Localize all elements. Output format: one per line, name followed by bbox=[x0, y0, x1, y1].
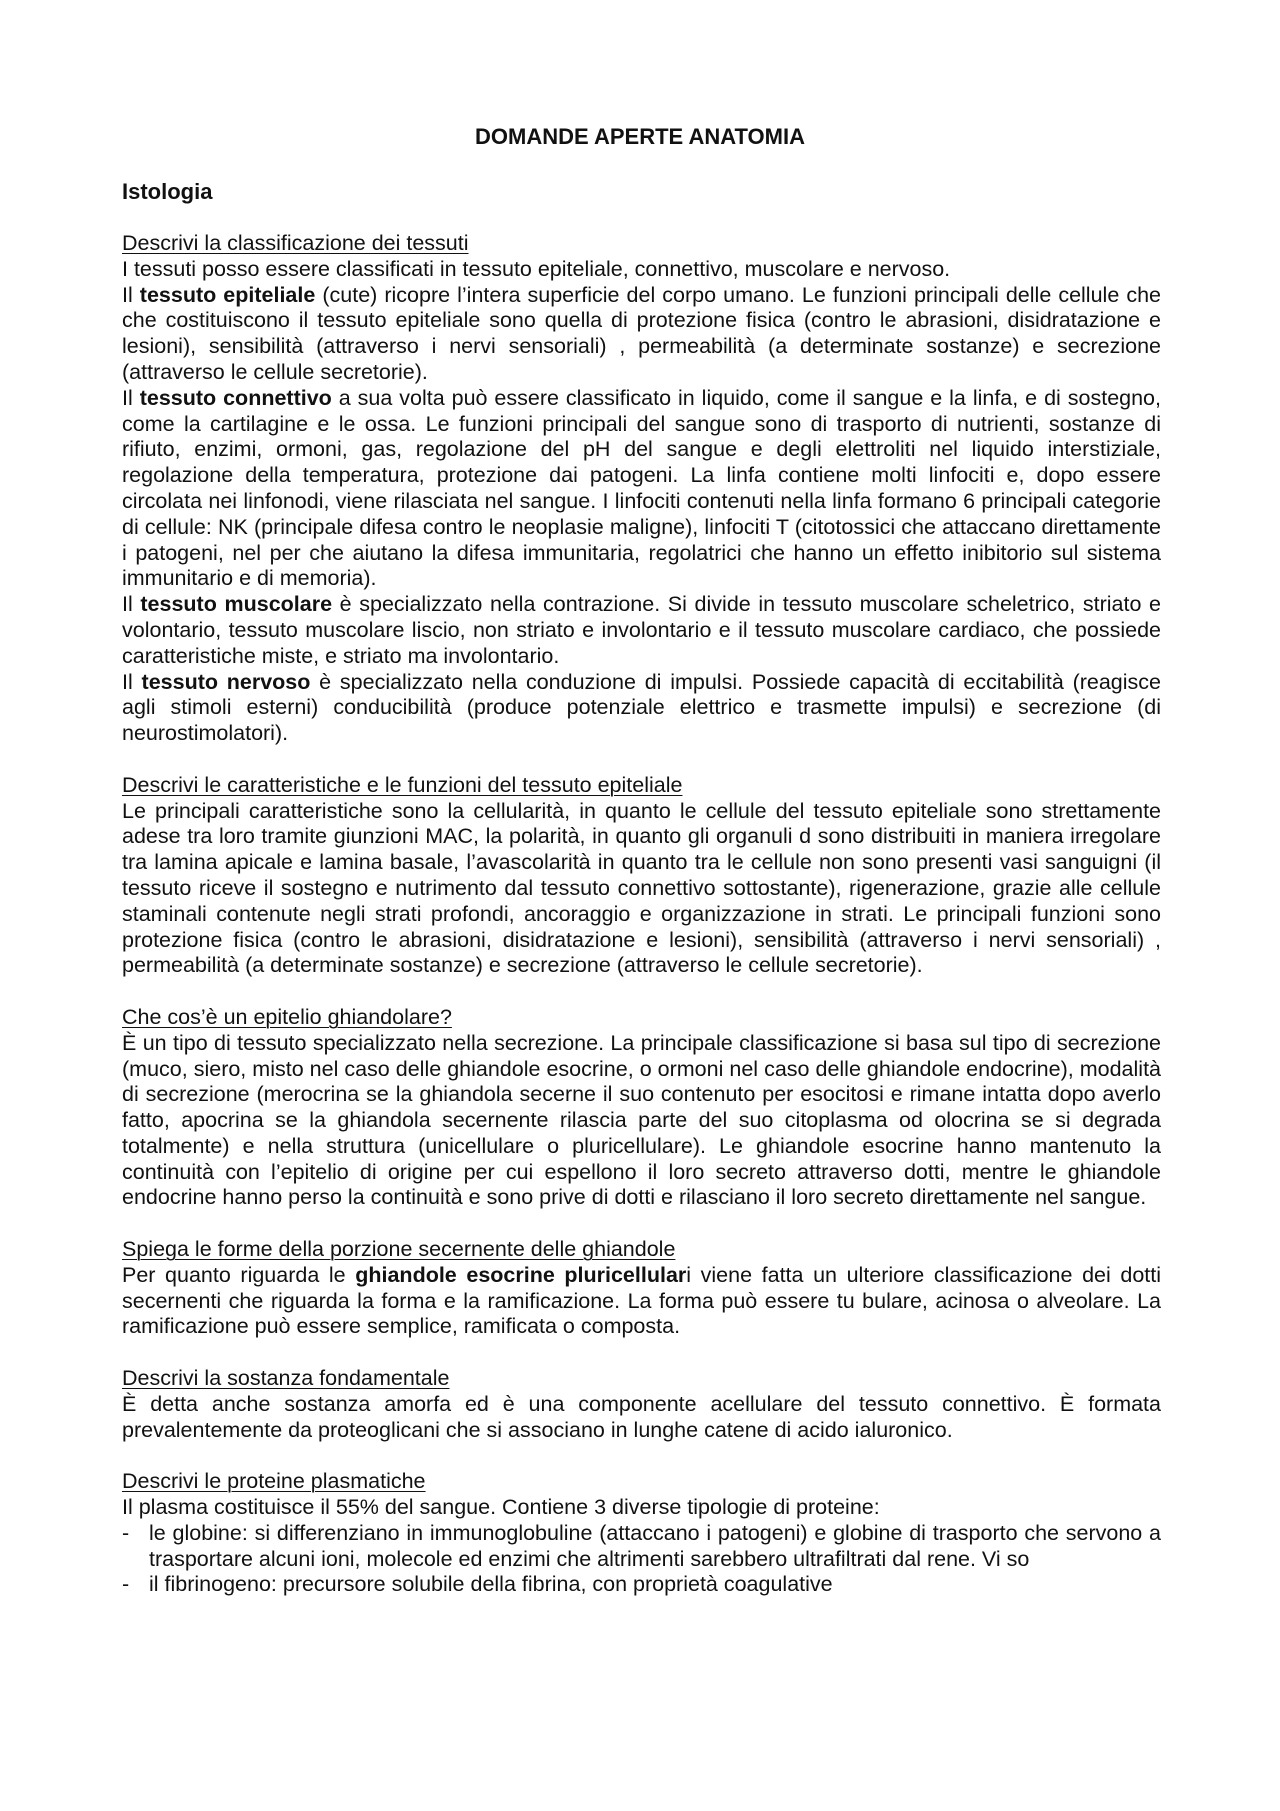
qa-block bbox=[122, 1005, 1161, 1211]
text-run: Il bbox=[122, 592, 141, 617]
qa-block bbox=[122, 1366, 1161, 1443]
question-heading: Spiega le forme della porzione secernente delle ghiandole bbox=[122, 1237, 676, 1262]
answer-paragraph bbox=[122, 1495, 1161, 1521]
text-run: I tessuti posso essere classificati in tessuto epiteliale, connettivo, muscolare e nervoso. bbox=[122, 256, 951, 281]
list-item bbox=[122, 1572, 1161, 1598]
answer-paragraph bbox=[122, 386, 1161, 592]
bold-term: tessuto connettivo bbox=[139, 385, 332, 410]
text-run: Per quanto riguarda le bbox=[122, 1262, 356, 1287]
answer-paragraph bbox=[122, 283, 1161, 386]
text-run: È detta anche sostanza amorfa ed è una componente acellulare del tessuto connettivo. È formata prevalentemente da proteoglicani che si associano in lunghe catene di acido ialuronico. bbox=[122, 1391, 1161, 1442]
answer-paragraph bbox=[122, 257, 1161, 283]
qa-block bbox=[122, 1469, 1161, 1598]
dash-list bbox=[122, 1521, 1161, 1598]
bold-term: tessuto epiteliale bbox=[139, 282, 316, 307]
bold-term: ghiandole esocrine pluricellular bbox=[355, 1262, 687, 1287]
bold-term: tessuto nervoso bbox=[141, 669, 311, 694]
list-item-text: le globine: si differenziano in immunoglobuline (attaccano i patogeni) e globine di trasporto che servono a trasportare alcuni ioni, molecole ed enzimi che altrimenti sarebbero ultrafiltrati dal rene. Vi so bbox=[149, 1520, 1161, 1571]
text-run: i viene fatta un ulteriore classificazione dei dotti secernenti che riguarda la forma e la ramificazione. La forma può essere tu bulare, acinosa o alveolare. La ramificazione può essere semplice, ramificata o composta. bbox=[122, 1262, 1161, 1339]
question-heading: Descrivi la classificazione dei tessuti bbox=[122, 231, 469, 255]
text-run: Il bbox=[122, 669, 142, 694]
text-run: Il plasma costituisce il 55% del sangue. Contiene 3 diverse tipologie di proteine: bbox=[122, 1495, 880, 1520]
text-run: È un tipo di tessuto specializzato nella secrezione. La principale classificazione si basa sul tipo di secrezione (muco, siero, misto nel caso delle ghiandole esocrine, o ormoni nel caso delle ghiandole endocrine), modalità di secrezione (merocrina se la ghiandola secerne il suo contenuto per esocitosi e rimane intatta dopo averlo fatto, apocrina se la ghiandola secernente rilascia parte del suo citoplasma od olocrina se si degrada totalmente) e nella struttura (unicellulare o pluricellulare). Le ghiandole esocrine hanno mantenuto la continuità con l’epitelio di origine per cui espellono il loro secreto attraverso dotti, mentre le ghiandole endocrine hanno perso la continuità e sono prive di dotti e rilasciano il loro secreto direttamente nel sangue. bbox=[122, 1030, 1161, 1210]
text-run: a sua volta può essere classificato in liquido, come il sangue e la linfa, e di sostegno, come la cartilagine e le ossa. Le funzioni principali del sangue sono di trasporto di nutrienti, sostanze di rifiuto, enzimi, ormoni, gas, regolazione del pH del sangue e degli elettroliti nel liquido interstiziale, regolazione della temperatura, protezione dai patogeni. La linfa contiene molti linfociti e, dopo essere circolata nei linfonodi, viene rilasciata nel sangue. I linfociti contenuti nella linfa formano 6 principali categorie di cellule: NK (principale difesa contro le neoplasie maligne), linfociti T (citotossici che attaccano direttamente i patogeni, nel per che aiutano la difesa immunitaria, regolatrici che hanno un effetto inibitorio sul sistema immunitario e di memoria). bbox=[122, 385, 1161, 591]
text-run: Le principali caratteristiche sono la cellularità, in quanto le cellule del tessuto epiteliale sono strettamente adese tra loro tramite giunzioni MAC, la polarità, in quanto gli organuli d sono distribuiti in maniera irregolare tra lamina apicale e lamina basale, l’avascolarità in quanto tra le cellule non sono presenti vasi sanguigni (il tessuto riceve il sostegno e nutrimento dal tessuto connettivo sottostante), rigenerazione, grazie alle cellule staminali contenute negli strati profondi, ancoraggio e organizzazione in strati. Le principali funzioni sono protezione fisica (contro le abrasioni, disidratazione e lesioni), sensibilità (attraverso i nervi sensoriali) , permeabilità (a determinate sostanze) e secrezione (attraverso le cellule secretorie). bbox=[122, 798, 1161, 978]
answer-paragraph bbox=[122, 592, 1161, 669]
text-run: Il bbox=[122, 282, 140, 307]
section-heading: Istologia bbox=[122, 179, 213, 204]
text-run: è specializzato nella contrazione. Si divide in tessuto muscolare scheletrico, striato e volontario, tessuto muscolare liscio, non striato e involontario e il tessuto muscolare cardiaco, che possiede caratteristiche miste, e striato ma involontario. bbox=[122, 592, 1162, 668]
list-item-text: il fibrinogeno: precursore solubile della fibrina, con proprietà coagulative bbox=[149, 1572, 833, 1597]
document-body bbox=[122, 231, 1161, 1624]
text-run: è specializzato nella conduzione di impulsi. Possiede capacità di eccitabilità (reagisce agli stimoli esterni) conducibilità (produce potenziale elettrico e trasmette impulsi) e secrezione (di neurostimolatori). bbox=[122, 669, 1161, 746]
answer-paragraph bbox=[122, 1263, 1161, 1340]
dash-bullet: - bbox=[122, 1572, 130, 1597]
answer-paragraph bbox=[122, 799, 1161, 980]
qa-block bbox=[122, 231, 1161, 747]
dash-bullet: - bbox=[122, 1520, 130, 1545]
answer-paragraph bbox=[122, 1031, 1161, 1212]
text-run: (cute) ricopre l’intera superficie del corpo umano. Le funzioni principali delle cellule che che costituiscono il tessuto epiteliale sono quella di protezione fisica (contro le abrasioni, disidratazione e lesioni), sensibilità (attraverso i nervi sensoriali) , permeabilità (a determinate sostanze) e secrezione (attraverso le cellule secretorie). bbox=[122, 282, 1161, 384]
text-run: Il bbox=[122, 385, 140, 410]
answer-paragraph bbox=[122, 670, 1161, 747]
question-heading: Descrivi le caratteristiche e le funzioni del tessuto epiteliale bbox=[122, 772, 683, 797]
qa-block bbox=[122, 773, 1161, 979]
list-item bbox=[122, 1521, 1161, 1573]
question-heading: Descrivi la sostanza fondamentale bbox=[122, 1366, 450, 1391]
question-heading: Che cos’è un epitelio ghiandolare? bbox=[122, 1004, 452, 1029]
document-title: DOMANDE APERTE ANATOMIA bbox=[475, 124, 805, 149]
bold-term: tessuto muscolare bbox=[140, 592, 333, 617]
qa-block bbox=[122, 1237, 1161, 1340]
question-heading: Descrivi le proteine plasmatiche bbox=[122, 1469, 426, 1494]
answer-paragraph bbox=[122, 1392, 1161, 1444]
